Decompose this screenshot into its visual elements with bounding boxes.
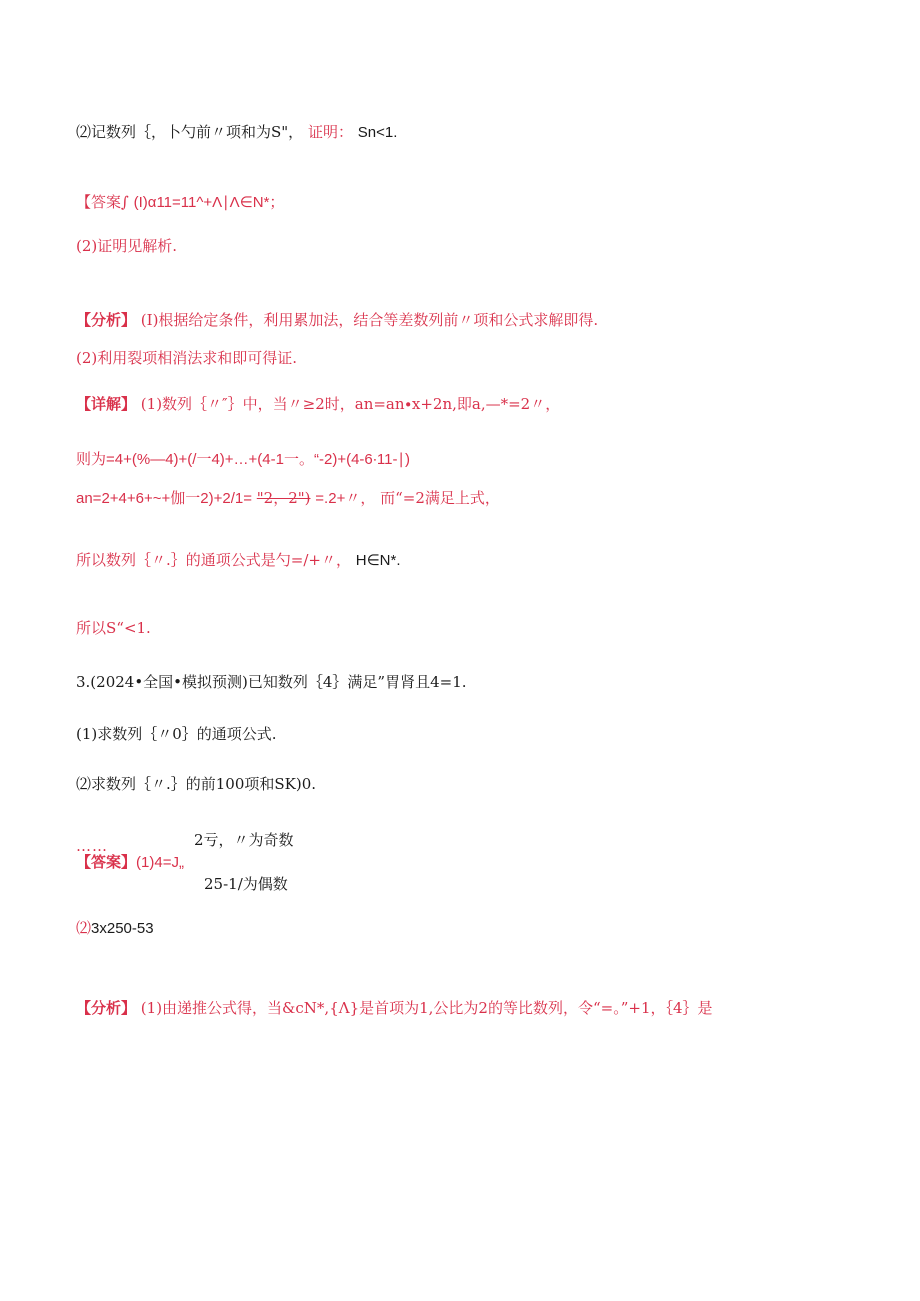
- detail-line-1: [76, 394, 560, 414]
- detail-line-3: [76, 488, 500, 509]
- problem-3-stem: 3.(2024•全国•模拟预测)已知数列｛4｝满足”胃肾且4=1.: [76, 673, 467, 691]
- problem-3-question-2: ⑵求数列｛〃.｝的前100项和SK)0.: [76, 775, 317, 793]
- problem-3-answer-label: [76, 852, 184, 873]
- problem-3-answer-2-line: [76, 918, 154, 939]
- answer-part-2: (2)证明见解析.: [76, 237, 178, 255]
- detail-text-1: (1)数列｛〃″｝中，当〃≥2时，an=an∙x+2n,即a,—*=2〃，: [140, 395, 561, 413]
- detail-text-3c: =.2+〃，: [315, 490, 376, 507]
- problem-3-analysis-text: (1)由递推公式得，当&cN*,{Λ}是首项为1,公比为2的等比数列，令“=。”+1，｛4｝是: [140, 999, 713, 1017]
- question-2-text: ⑵记数列｛，卜勺前〃项和为S"，: [76, 123, 304, 141]
- problem-3-answer-2-number: ⑵: [76, 919, 92, 937]
- problem-3-question-1: (1)求数列｛〃0｝的通项公式.: [76, 725, 277, 743]
- question-2-line: [76, 122, 397, 143]
- analysis-text-1: (I)根据给定条件，利用累加法，结合等差数列前〃项和公式求解即得.: [140, 311, 599, 329]
- answer-line: [76, 192, 284, 213]
- detail-tag: 【详解】: [76, 395, 137, 413]
- answer-text: (I)α11=11^+Λ∣Λ∈N*；: [133, 194, 285, 211]
- prove-label: 证明：: [307, 123, 353, 141]
- question-2-math: Sn<1.: [357, 124, 398, 141]
- problem-3-answer-2: 3x250-53: [91, 920, 154, 937]
- analysis-line-1: [76, 310, 598, 330]
- problem-3-analysis-line: [76, 998, 713, 1018]
- detail-text-3b: "2，2"): [256, 489, 311, 507]
- problem-3-answer-1: (1)4=J„: [136, 854, 184, 871]
- analysis-line-2: (2)利用裂项相消法求和即可得证.: [76, 349, 298, 367]
- conclusion-text: 所以数列｛〃.｝的通项公式是勺=/+〃，: [76, 551, 351, 569]
- problem-3-answer-block: [76, 828, 476, 898]
- problem-3-analysis-tag: 【分析】: [76, 999, 137, 1017]
- detail-text-3a: an=2+4+6+~+伽一2)+2/1=: [76, 490, 252, 507]
- detail-line-2: 则为=4+(%—4)+(/一4)+…+(4-1一。“-2)+(4-6∙11-∣): [76, 451, 410, 468]
- piecewise-odd-case: 2亏，〃为奇数: [194, 831, 294, 849]
- conclusion-math: H∈N*.: [355, 552, 401, 569]
- sum-result-line: 所以S“<1.: [76, 619, 151, 637]
- piecewise-even-case: 25-1/为偶数: [204, 875, 288, 893]
- problem-3-answer-tag: 【答案】: [76, 853, 137, 871]
- detail-text-3d: 而“=2满足上式，: [380, 489, 500, 507]
- answer-ellipsis: ……: [76, 837, 108, 855]
- analysis-tag: 【分析】: [76, 311, 137, 329]
- conclusion-line: [76, 550, 401, 571]
- answer-tag: 【答案∫: [76, 193, 129, 211]
